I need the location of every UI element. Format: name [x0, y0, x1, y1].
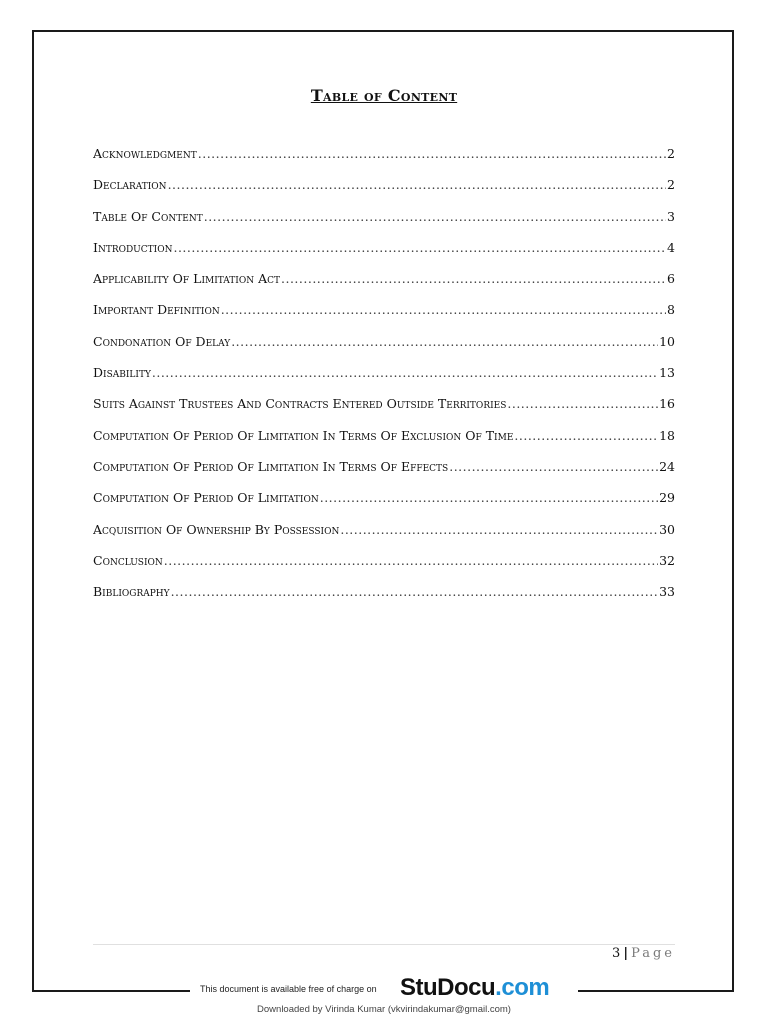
toc-entry-label: Table Of Content: [93, 208, 203, 224]
toc-entry[interactable]: [93, 392, 675, 423]
page-number-value: 3: [612, 946, 621, 961]
toc-entry[interactable]: [93, 236, 675, 267]
toc-entry[interactable]: [93, 455, 675, 486]
toc-entry[interactable]: [93, 580, 675, 611]
toc-entry-label: Disability: [93, 365, 151, 381]
dot-leader: [340, 518, 658, 542]
toc-entry[interactable]: [93, 173, 675, 204]
toc-entry[interactable]: [93, 205, 675, 236]
toc-entry[interactable]: [93, 330, 675, 361]
footer-rule: [93, 944, 675, 945]
dot-leader: [152, 361, 658, 385]
dot-leader: [231, 330, 658, 354]
page-word: Page: [631, 946, 675, 961]
page-number-separator: |: [623, 946, 629, 961]
toc-entry[interactable]: [93, 298, 675, 329]
toc-entry-page: 2: [667, 146, 675, 161]
toc-entry-label: Computation Of Period Of Limitation In Terms Of Effects: [93, 458, 449, 474]
toc-entry-label: Acquisition Of Ownership By Possession: [93, 521, 340, 537]
toc-entry-page: 24: [659, 458, 675, 474]
table-of-contents: [93, 142, 675, 611]
toc-entry-label: Applicability Of Limitation Act: [93, 271, 280, 287]
toc-entry-page: 32: [659, 552, 675, 568]
dot-leader: [173, 236, 666, 260]
toc-entry[interactable]: [93, 361, 675, 392]
dot-leader: [198, 142, 666, 166]
toc-entry[interactable]: [93, 142, 675, 173]
toc-entry-page: 16: [659, 396, 675, 412]
dot-leader: [164, 549, 658, 573]
page-number: [612, 946, 675, 961]
toc-entry[interactable]: [93, 424, 675, 455]
toc-entry-page: 10: [659, 333, 675, 349]
toc-entry-page: 3: [667, 208, 675, 224]
dot-leader: [221, 298, 666, 322]
dot-leader: [507, 392, 658, 416]
toc-entry-label: Conclusion: [93, 552, 163, 568]
toc-entry-page: 29: [659, 490, 675, 506]
toc-entry-page: 30: [659, 521, 675, 537]
toc-entry-label: Computation Of Period Of Limitation: [93, 490, 319, 506]
toc-entry-page: 8: [667, 302, 675, 318]
banner-text: This document is available free of charge on: [200, 984, 377, 994]
toc-entry[interactable]: [93, 518, 675, 549]
dot-leader: [514, 424, 658, 448]
toc-entry-label: Condonation Of Delay: [93, 333, 231, 349]
toc-entry-label: Bibliography: [93, 584, 170, 600]
download-note: Downloaded by Virinda Kumar (vkvirindakumar@gmail.com): [257, 1004, 511, 1015]
page-title: Table of Content: [310, 86, 458, 105]
studocu-logo[interactable]: [400, 974, 549, 1002]
logo-part2: .com: [495, 974, 550, 1001]
dot-leader: [168, 173, 666, 197]
dot-leader: [171, 580, 659, 604]
dot-leader: [204, 205, 666, 229]
toc-entry-label: Declaration: [93, 177, 167, 193]
dot-leader: [449, 455, 658, 479]
toc-entry-page: 4: [667, 239, 675, 255]
toc-entry-page: 6: [667, 271, 675, 287]
toc-entry-label: Computation Of Period Of Limitation In Terms Of Exclusion Of Time: [93, 427, 514, 443]
toc-entry[interactable]: [93, 267, 675, 298]
toc-entry-label: Introduction: [93, 239, 173, 255]
toc-entry-page: 18: [659, 427, 675, 443]
dot-leader: [281, 267, 666, 291]
logo-part1: StuDocu: [400, 974, 496, 1001]
toc-entry-label: Suits Against Trustees And Contracts Entered Outside Territories: [93, 396, 507, 412]
toc-entry[interactable]: [93, 486, 675, 517]
toc-entry[interactable]: [93, 549, 675, 580]
toc-entry-page: 13: [659, 365, 675, 381]
toc-entry-page: 33: [659, 584, 675, 600]
dot-leader: [320, 486, 658, 510]
toc-entry-label: Important Definition: [93, 302, 220, 318]
toc-entry-page: 2: [667, 177, 675, 193]
toc-entry-label: Acknowledgment: [93, 146, 197, 161]
